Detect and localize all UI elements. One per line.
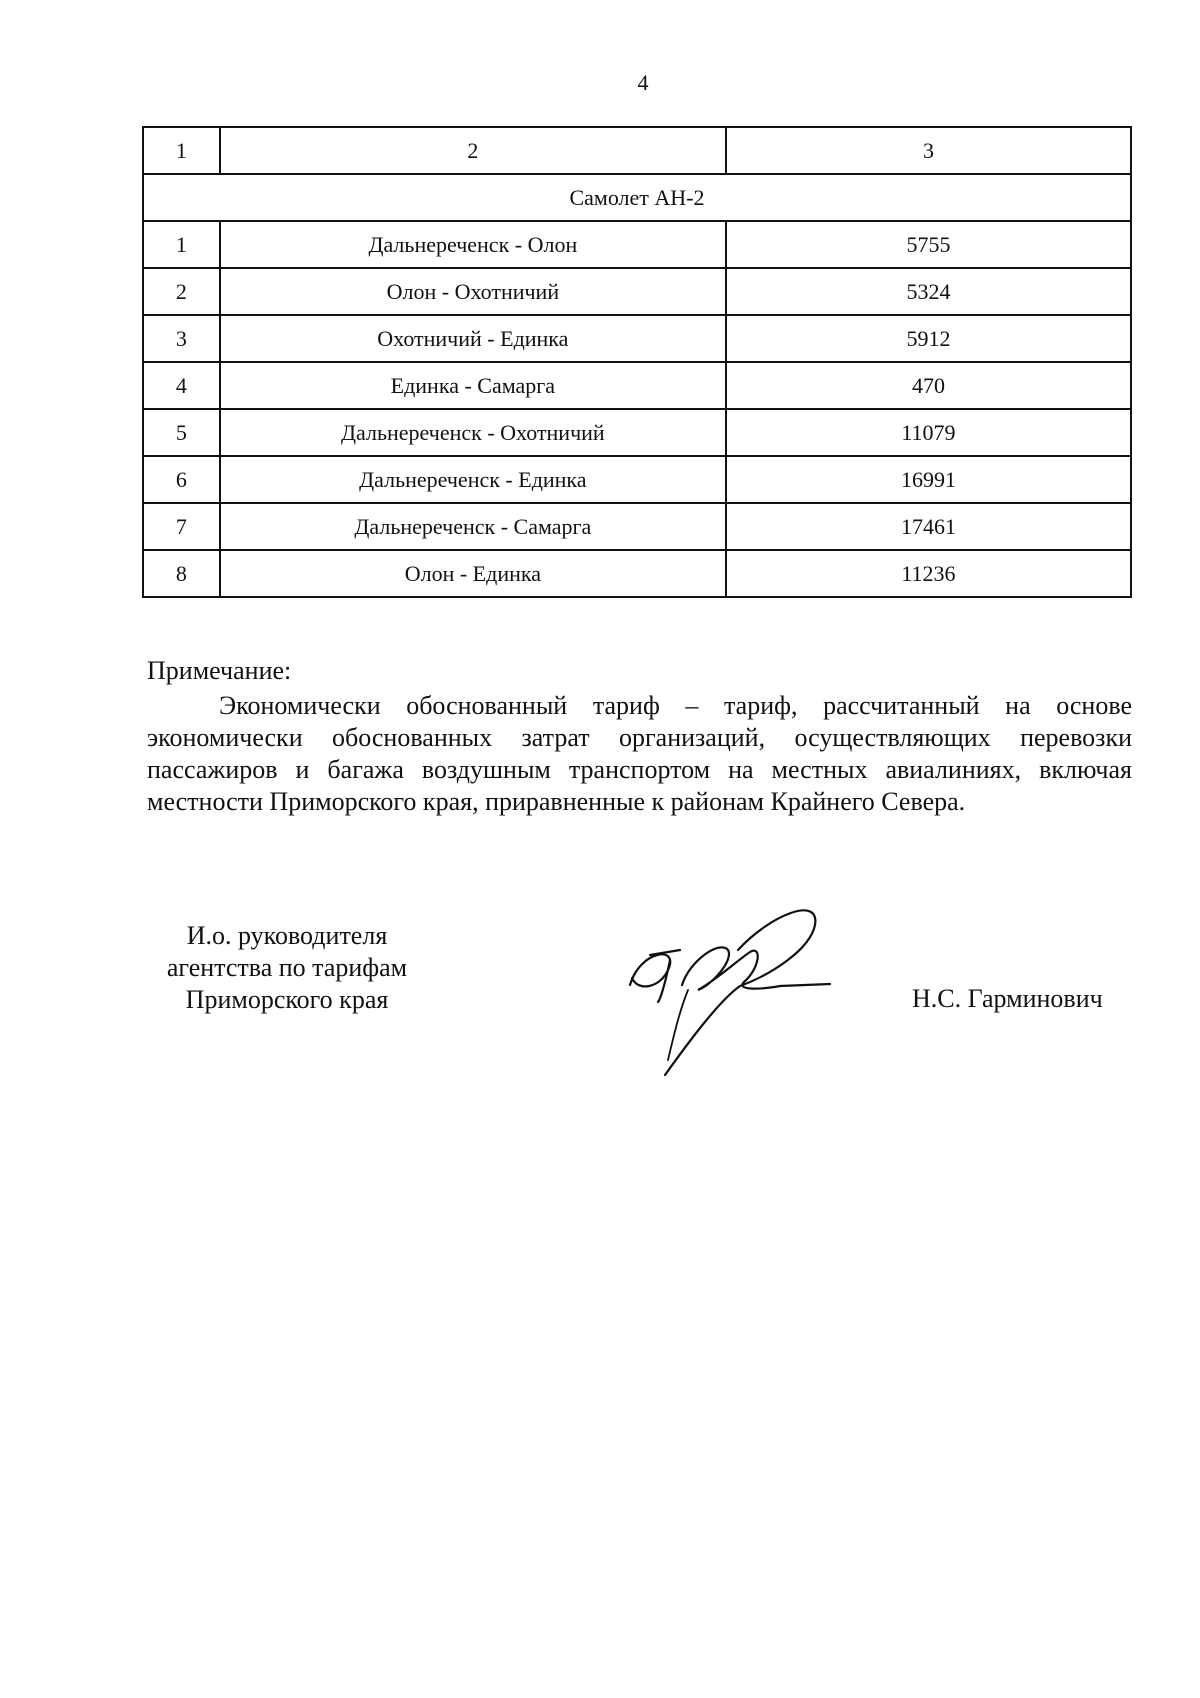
route-cell: Дальнереченск - Охотничий: [220, 409, 726, 456]
route-cell: Дальнереченск - Единка: [220, 456, 726, 503]
tariff-table: [142, 126, 1132, 598]
route-cell: Дальнереченск - Олон: [220, 221, 726, 268]
table-row: [143, 362, 1131, 409]
page-number: 4: [637, 70, 649, 95]
tariff-cell: 11079: [726, 409, 1131, 456]
header-cell-1: 1: [143, 127, 220, 174]
route-cell: Олон - Охотничий: [220, 268, 726, 315]
row-number: 6: [143, 456, 220, 503]
section-title: Самолет АН-2: [143, 174, 1131, 221]
route-cell: Дальнереченск - Самарга: [220, 503, 726, 550]
tariff-cell: 5912: [726, 315, 1131, 362]
signer-title: [147, 920, 427, 1016]
tariff-cell: 470: [726, 362, 1131, 409]
table-row: [143, 456, 1131, 503]
row-number: 2: [143, 268, 220, 315]
row-number: 1: [143, 221, 220, 268]
note-heading: Примечание:: [147, 656, 292, 685]
row-number: 7: [143, 503, 220, 550]
row-number: 5: [143, 409, 220, 456]
signer-name: Н.С. Гарминович: [912, 984, 1103, 1013]
tariff-cell: 16991: [726, 456, 1131, 503]
tariff-cell: 5755: [726, 221, 1131, 268]
signature-image: [620, 890, 840, 1080]
table-row: [143, 503, 1131, 550]
table-row: [143, 268, 1131, 315]
signer-title-line: Приморского края: [185, 985, 389, 1014]
section-title-row: [143, 174, 1131, 221]
note-text: Экономически обоснованный тариф – тариф, рассчитанный на основе экономически обоснованных затрат организаций, осуществляющих перевозки пассажиров и багажа воздушным транспортом на местных авиалиниях, включая местности Приморского края, приравненные к районам Крайнего Севера.: [147, 691, 1132, 816]
tariff-cell: 17461: [726, 503, 1131, 550]
table-row: [143, 409, 1131, 456]
row-number: 4: [143, 362, 220, 409]
tariff-cell: 5324: [726, 268, 1131, 315]
route-cell: Охотничий - Единка: [220, 315, 726, 362]
table-row: [143, 221, 1131, 268]
header-cell-3: 3: [726, 127, 1131, 174]
signer-title-line: И.о. руководителя: [186, 921, 388, 950]
route-cell: Единка - Самарга: [220, 362, 726, 409]
tariff-cell: 11236: [726, 550, 1131, 597]
header-cell-2: 2: [220, 127, 726, 174]
table-row: [143, 550, 1131, 597]
table-row: [143, 315, 1131, 362]
signer-title-line: агентства по тарифам: [166, 953, 408, 982]
table-header-row: [143, 127, 1131, 174]
route-cell: Олон - Единка: [220, 550, 726, 597]
row-number: 3: [143, 315, 220, 362]
row-number: 8: [143, 550, 220, 597]
